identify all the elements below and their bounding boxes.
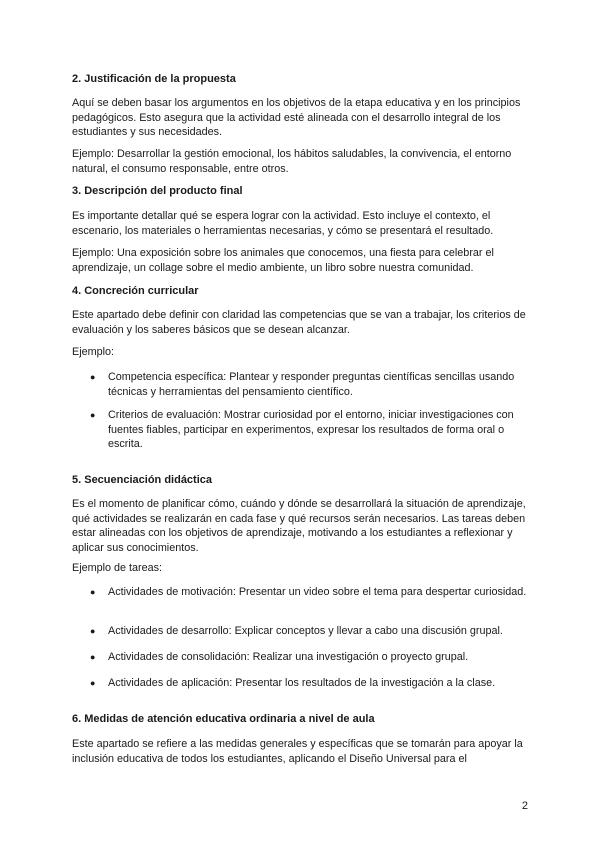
section-heading: 5. Secuenciación didáctica	[72, 474, 213, 486]
bullet-marker: ●	[90, 678, 96, 688]
section-paragraph: Ejemplo: Desarrollar la gestión emocional, los hábitos saludables, la convivencia, el entorno natural, el consumo responsable, entre otros.	[72, 148, 512, 175]
section-heading: 4. Concreción curricular	[72, 285, 199, 297]
list-item: Actividades de motivación: Presentar un video sobre el tema para despertar curiosidad.	[108, 586, 527, 598]
section-heading: 3. Descripción del producto final	[72, 185, 243, 197]
section-heading: 2. Justificación de la propuesta	[72, 73, 236, 85]
list-item: Criterios de evaluación: Mostrar curiosidad por el entorno, iniciar investigaciones con fuentes fiables, participar en experimentos, expresar los resultados de forma oral o escrita.	[108, 409, 514, 451]
section-paragraph: Aquí se deben basar los argumentos en los objetivos de la etapa educativa y en los principios pedagógicos. Esto asegura que la actividad esté alineada con el desarrollo integral de los estudiantes y sus necesidades.	[72, 97, 521, 139]
list-item: Competencia específica: Plantear y responder preguntas científicas sencillas usando técnicas y herramientas del pensamiento científico.	[108, 371, 515, 398]
bullet-marker: ●	[90, 652, 96, 662]
section-paragraph: Este apartado debe definir con claridad las competencias que se van a trabajar, los criterios de evaluación y los saberes básicos que se desean alcanzar.	[72, 309, 526, 336]
list-item: Actividades de aplicación: Presentar los resultados de la investigación a la clase.	[108, 677, 496, 689]
section-paragraph: Es importante detallar qué se espera lograr con la actividad. Esto incluye el contexto, el escenario, los materiales o herramientas necesarias, y cómo se presentará el resultado.	[72, 210, 494, 237]
bullet-marker: ●	[90, 372, 96, 382]
list-item: Actividades de consolidación: Realizar una investigación o proyecto grupal.	[108, 651, 469, 663]
page-number: 2	[521, 800, 528, 812]
bullet-marker: ●	[90, 410, 96, 420]
bullet-marker: ●	[90, 587, 96, 597]
section-paragraph: Ejemplo:	[72, 346, 115, 358]
section-paragraph: Este apartado se refiere a las medidas generales y específicas que se tomarán para apoyar la inclusión educativa de todos los estudiantes, aplicando el Diseño Universal para el	[72, 738, 523, 765]
section-paragraph: Ejemplo: Una exposición sobre los animales que conocemos, una fiesta para celebrar el aprendizaje, un collage sobre el medio ambiente, un libro sobre nuestra comunidad.	[72, 247, 494, 274]
section-heading: 6. Medidas de atención educativa ordinaria a nivel de aula	[72, 713, 375, 725]
list-item: Actividades de desarrollo: Explicar conceptos y llevar a cabo una discusión grupal.	[108, 625, 503, 637]
section-paragraph: Es el momento de planificar cómo, cuándo y dónde se desarrollará la situación de aprendizaje, qué actividades se realizarán en cada fase y qué recursos serán necesarios. Las tareas deben estar alineadas con los objetivos de aprendizaje, motivando a los estudiantes a reflexionar y aplicar sus conocimientos.	[72, 498, 526, 554]
section-paragraph: Ejemplo de tareas:	[72, 562, 163, 574]
bullet-marker: ●	[90, 626, 96, 636]
